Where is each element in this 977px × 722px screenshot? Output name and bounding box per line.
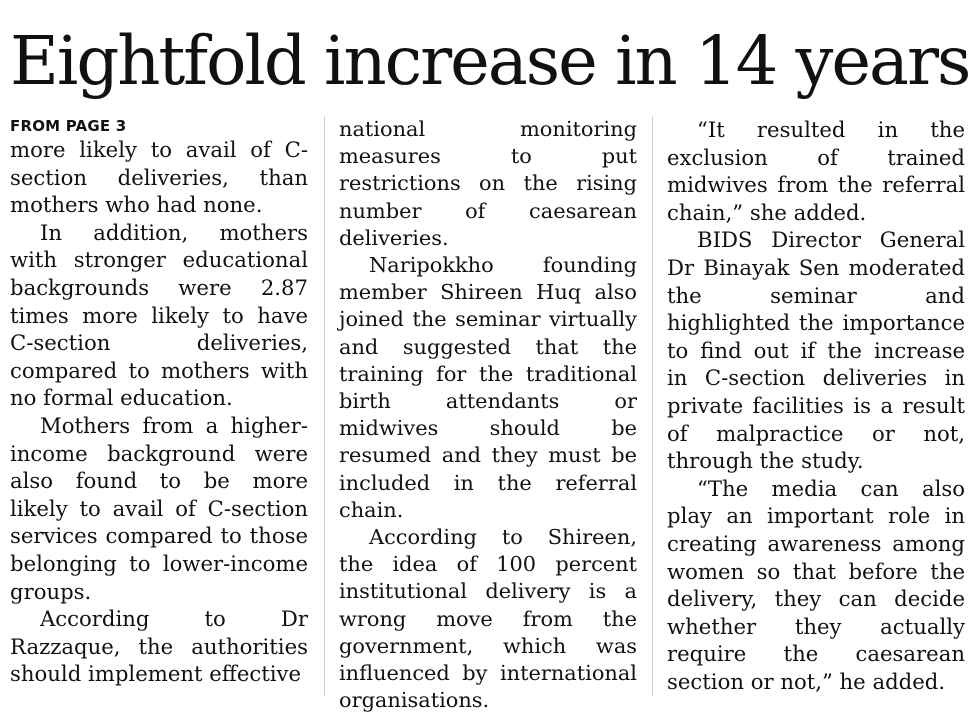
paragraph: Mothers from a higher-income background were also found to be more likely to avail of C-section services compared to those belonging to lower-income groups. — [10, 412, 308, 604]
paragraph: In addition, mothers with stronger educational backgrounds were 2.87 times more likely to have C-section deliveries, compared to mothers with no formal education. — [10, 219, 308, 411]
continued-from-label: FROM PAGE 3 — [10, 117, 127, 135]
headline: Eightfold increase in 14 years — [10, 22, 970, 100]
paragraph: BIDS Director General Dr Binayak Sen moderated the seminar and highlighted the importance to find out if the increase in C-section deliveries in private facilities is a result of malpractice or not, through the study. — [667, 227, 965, 474]
paragraph: “It resulted in the exclusion of trained midwives from the referral chain,” she added. — [667, 117, 965, 225]
article-column-1 — [10, 116, 308, 688]
paragraph: Naripokkho founding member Shireen Huq also joined the seminar virtually and suggested that the training for the traditional birth attendants or midwives should be resumed and they must be included in the referral chain. — [339, 253, 637, 522]
paragraph: “The media can also play an important role in creating awareness among women so that before the delivery, they can decide whether they actually require the caesarean section or not,” he added. — [667, 475, 965, 694]
paragraph: According to Shireen, the idea of 100 percent institutional delivery is a wrong move from the government, which was influenced by international organisations. — [339, 525, 637, 713]
article-column-2 — [339, 116, 637, 714]
paragraph: more likely to avail of C-section deliveries, than mothers who had none. — [10, 137, 308, 218]
column-divider-2 — [652, 116, 653, 696]
article-column-3 — [667, 116, 965, 695]
paragraph: According to Dr Razzaque, the authorities should implement effective — [10, 606, 308, 687]
paragraph: national monitoring measures to put restrictions on the rising number of caesarean deliveries. — [339, 117, 637, 250]
column-divider-1 — [324, 116, 325, 696]
